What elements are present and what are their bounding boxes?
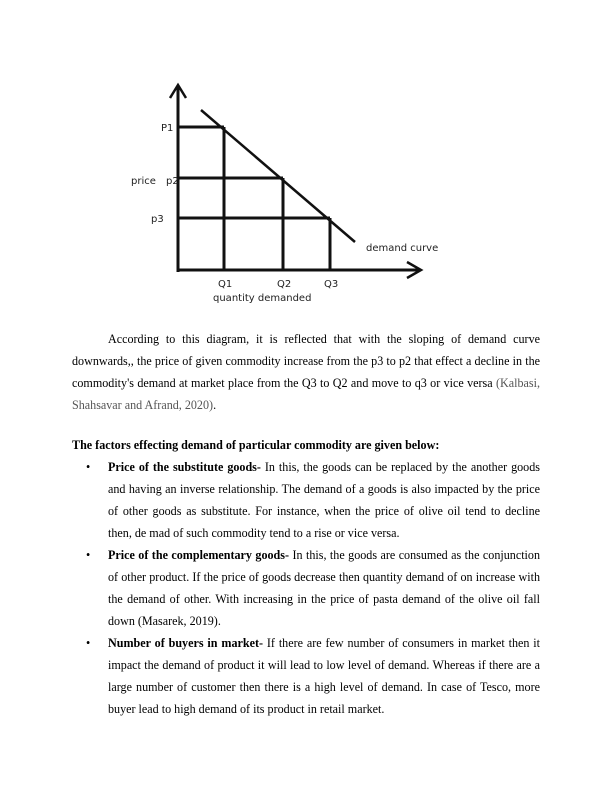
label-q3: Q3 xyxy=(324,279,339,290)
list-item-title: Price of the complementary goods- xyxy=(108,548,290,562)
list-item-text: If there are few number of consumers in market then it impact the demand of product it will lead to low level of demand. Whereas if there are a large number of customer then there is a high level of demand. In case of Tesco, more buyer lead to high demand of its product in retail market. xyxy=(108,636,541,716)
bullet-icon: • xyxy=(86,548,91,562)
demand-curve-svg xyxy=(125,80,445,310)
list-item-title: Number of buyers in market- xyxy=(108,636,264,650)
label-p2: p2 xyxy=(166,176,179,187)
paragraph-citation: (Kalbasi, Shahsavar and Afrand, 2020) xyxy=(72,376,540,412)
demand-curve-diagram xyxy=(125,80,445,310)
label-q2: Q2 xyxy=(277,279,292,290)
list-item xyxy=(86,632,541,720)
section-heading: The factors effecting demand of particular commodity are given below: xyxy=(72,438,440,452)
explanation-paragraph xyxy=(72,328,540,416)
list-item xyxy=(86,544,541,632)
label-p3: p3 xyxy=(151,214,164,225)
list-item-text: In this, the goods are consumed as the conjunction of other product. If the price of goods decrease then quantity demand of on increase with the demand of other. With increasing in the price of pasta demand of the olive oil fall down (Masarek, 2019). xyxy=(108,548,541,628)
paragraph-text: According to this diagram, it is reflected that with the sloping of demand curve downwards,, the price of given commodity increase from the p3 to p2 that effect a decline in the commodity's demand at market place from the Q3 to Q2 and move to q3 or vice versa xyxy=(72,332,540,390)
label-x-axis: quantity demanded xyxy=(213,293,312,304)
bullet-icon: • xyxy=(86,636,91,650)
label-demand-curve: demand curve xyxy=(366,243,439,254)
label-p1: P1 xyxy=(161,123,174,134)
list-item xyxy=(86,456,540,544)
list-item-title: Price of the substitute goods- xyxy=(108,460,261,474)
list-item-text: In this, the goods can be replaced by the another goods and having an inverse relationship. The demand of a goods is also impacted by the price of other goods as substitute. For instance, when the price of olive oil tend to decline then, de mad of such commodity tend to a rise or vice versa. xyxy=(108,460,540,540)
paragraph-end: . xyxy=(213,398,217,412)
factors-list xyxy=(86,456,541,720)
label-q1: Q1 xyxy=(218,279,233,290)
bullet-icon: • xyxy=(86,460,91,474)
label-price: price xyxy=(131,176,156,187)
